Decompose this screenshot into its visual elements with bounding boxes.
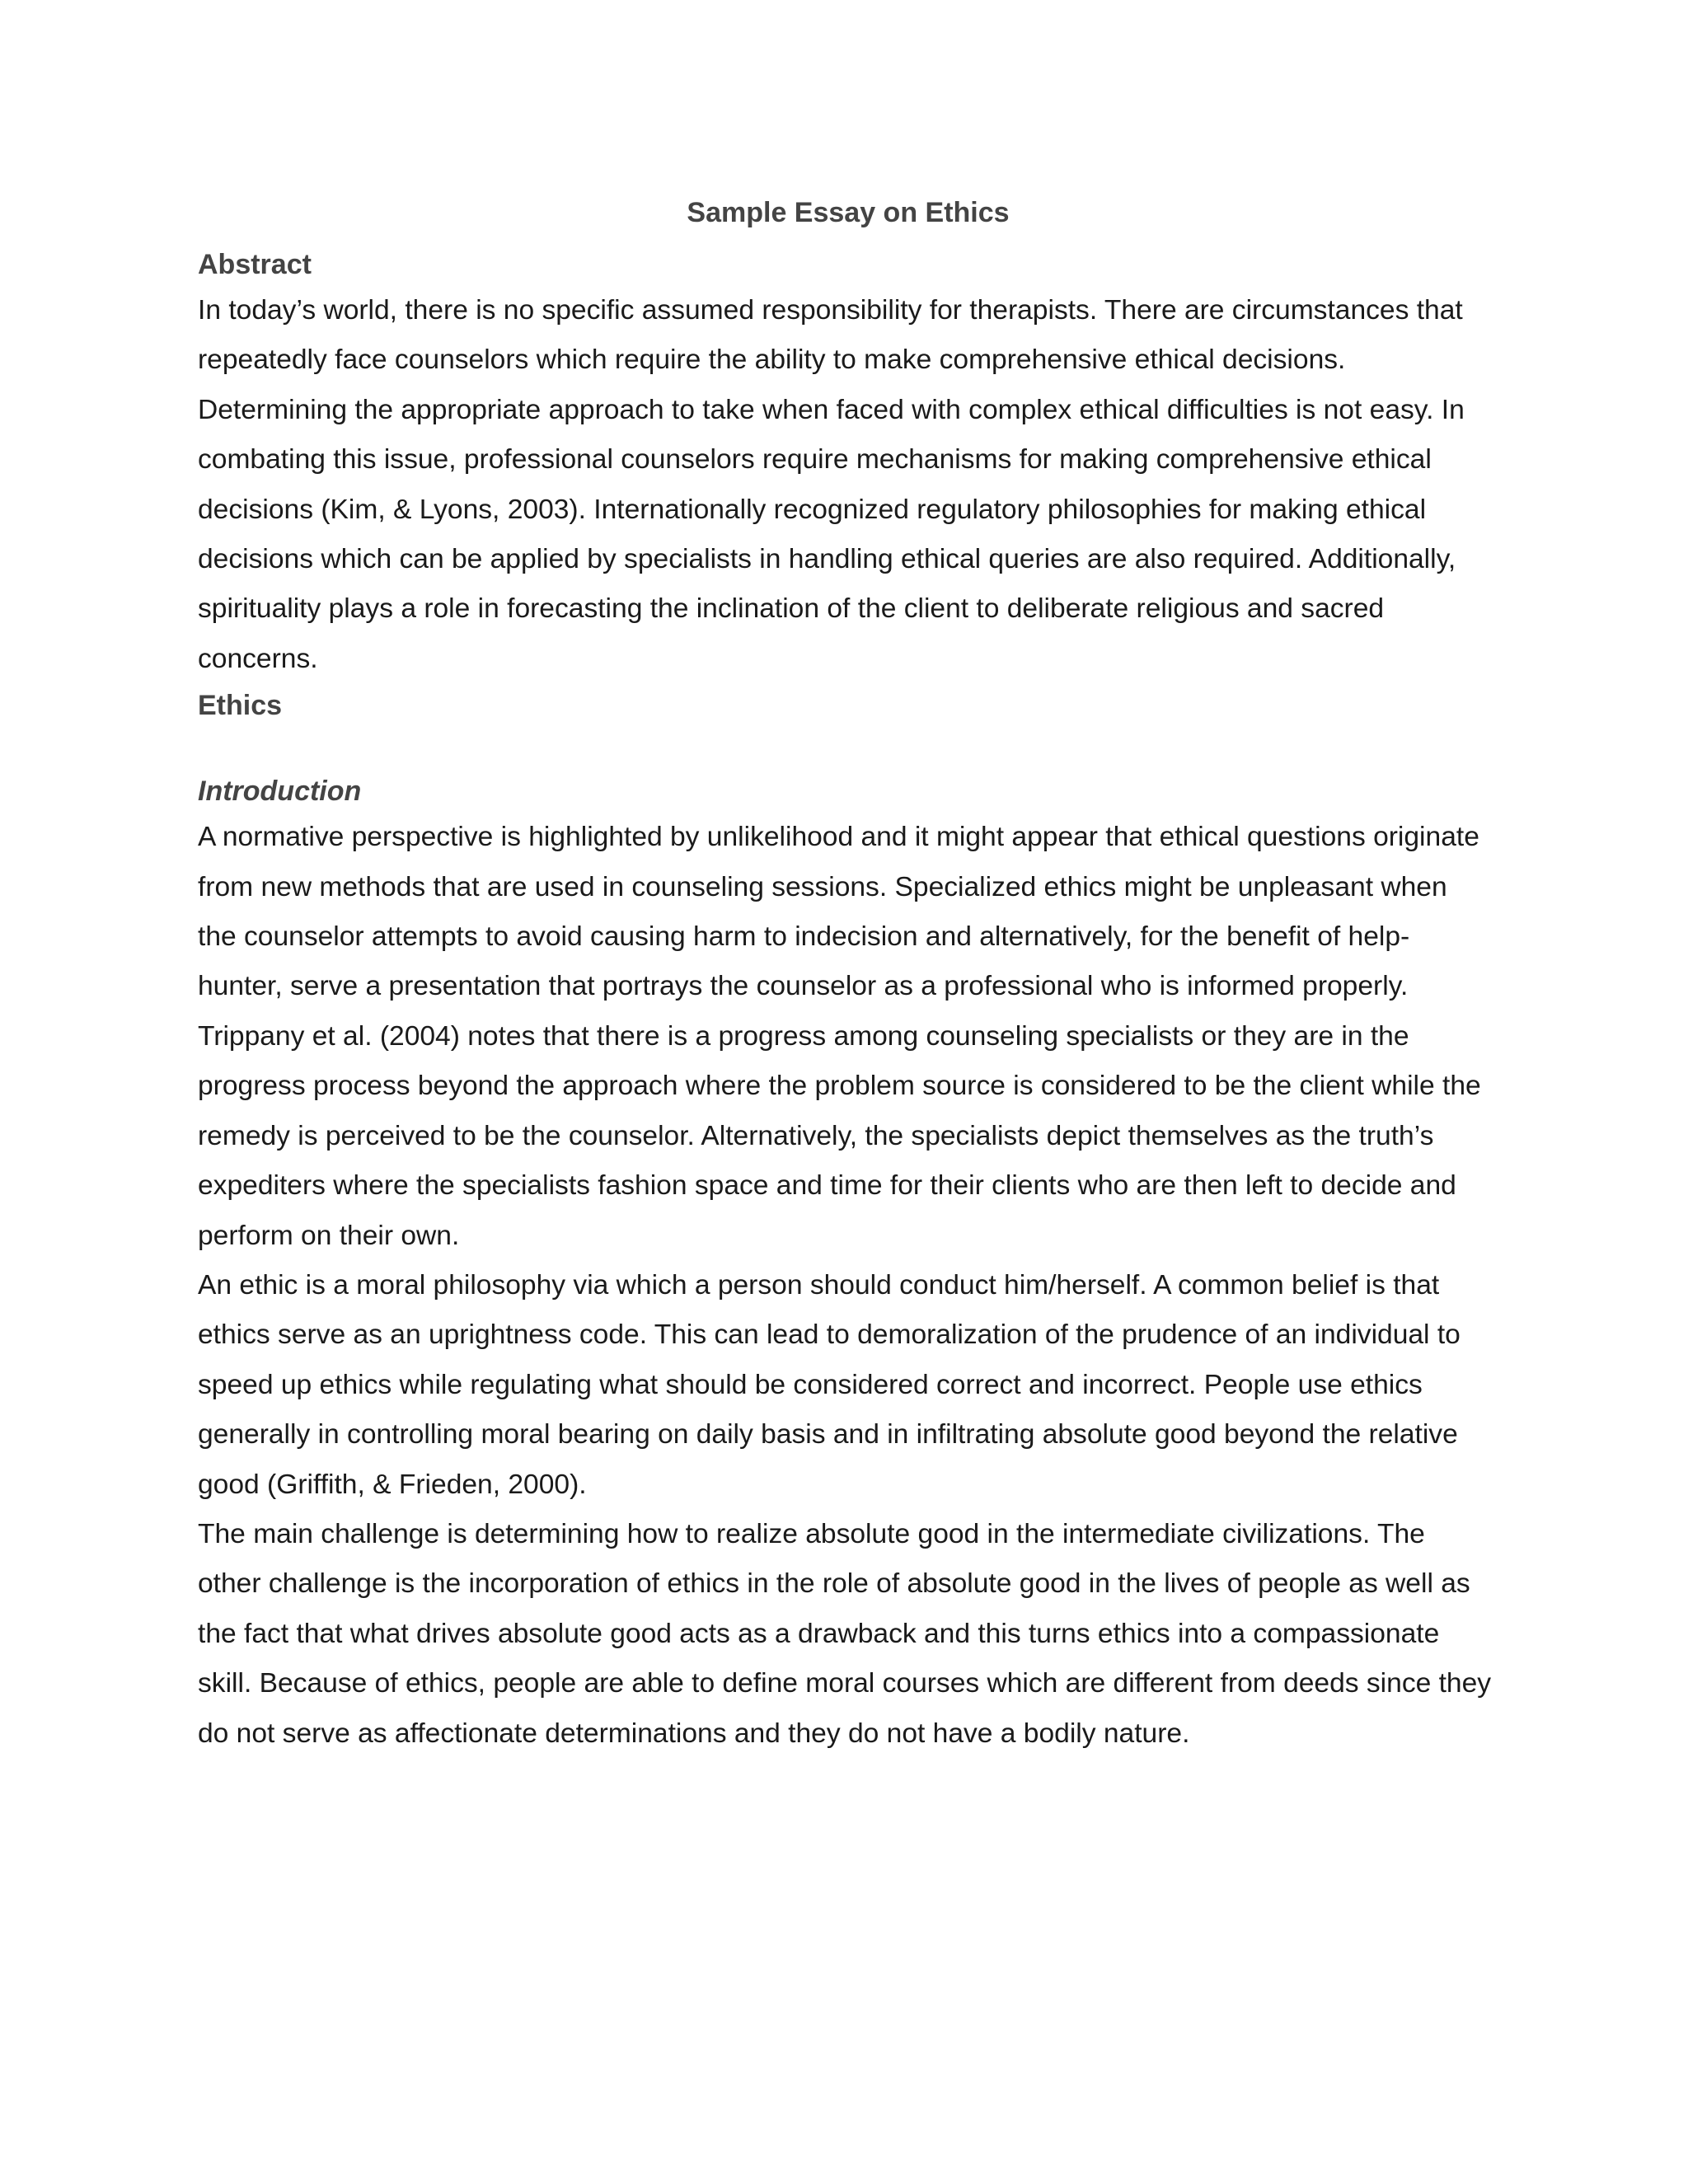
abstract-paragraph (198, 286, 1498, 684)
body-paragraph-2 (198, 1012, 1498, 1261)
text-line: skill. Because of ethics, people are able to define moral courses which are different from deeds since they (198, 1668, 1492, 1699)
text-line: the counselor attempts to avoid causing harm to indecision and alternatively, for the benefit of help- (198, 921, 1410, 953)
text-line: expediters where the specialists fashion space and time for their clients who are then left to decide and (198, 1170, 1456, 1202)
text-line: ethics serve as an uprightness code. This can lead to demoralization of the prudence of an individual to (198, 1319, 1461, 1351)
text-line: spirituality plays a role in forecasting the inclination of the client to deliberate religious and sacred (198, 593, 1385, 625)
text-line: from new methods that are used in counseling sessions. Specialized ethics might be unpleasant when (198, 871, 1447, 902)
text-line: In today’s world, there is no specific assumed responsibility for therapists. There are circumstances that (198, 295, 1463, 326)
text-line: repeatedly face counselors which require the ability to make comprehensive ethical decisions. (198, 344, 1346, 376)
text-line: decisions (Kim, & Lyons, 2003). Internationally recognized regulatory philosophies for making ethical (198, 494, 1427, 525)
text-line: hunter, serve a presentation that portrays the counselor as a professional who is informed properly. (198, 971, 1409, 1002)
text-line: Determining the appropriate approach to take when faced with complex ethical difficulties is not easy. In (198, 394, 1465, 425)
text-line: An ethic is a moral philosophy via which a person should conduct him/herself. A common belief is that (198, 1269, 1440, 1301)
text-line: other challenge is the incorporation of ethics in the role of absolute good in the lives of people as well as (198, 1568, 1470, 1600)
text-line: decisions which can be applied by specialists in handling ethical queries are also required. Additionally, (198, 544, 1456, 575)
body-paragraph-1 (198, 813, 1498, 1012)
body-paragraph-3 (198, 1261, 1498, 1510)
text-line: A normative perspective is highlighted by unlikelihood and it might appear that ethical questions originate (198, 822, 1479, 853)
text-line: concerns. (198, 643, 318, 674)
body-paragraph-4 (198, 1510, 1498, 1759)
text-line: good (Griffith, & Frieden, 2000). (198, 1469, 587, 1500)
text-line: remedy is perceived to be the counselor. Alternatively, the specialists depict themselves as the truth’s (198, 1120, 1434, 1151)
document-body (198, 191, 1498, 1759)
ethics-heading: Ethics (198, 690, 283, 722)
introduction-heading: Introduction (198, 776, 362, 808)
text-line: Trippany et al. (2004) notes that there is a progress among counseling specialists or they are in the (198, 1020, 1409, 1052)
text-line: progress process beyond the approach where the problem source is considered to be the client while the (198, 1071, 1481, 1102)
text-line: perform on their own. (198, 1220, 460, 1251)
text-line: The main challenge is determining how to realize absolute good in the intermediate civilizations. The (198, 1518, 1425, 1549)
document-title: Sample Essay on Ethics (687, 197, 1010, 228)
text-line: the fact that what drives absolute good acts as a drawback and this turns ethics into a compassionate (198, 1618, 1440, 1649)
abstract-heading: Abstract (198, 249, 312, 280)
text-line: combating this issue, professional counselors require mechanisms for making comprehensive ethical (198, 444, 1432, 476)
text-line: do not serve as affectionate determinations and they do not have a bodily nature. (198, 1718, 1190, 1749)
text-line: speed up ethics while regulating what should be considered correct and incorrect. People use ethics (198, 1369, 1423, 1400)
text-line: generally in controlling moral bearing on daily basis and in infiltrating absolute good beyond the relative (198, 1419, 1458, 1451)
